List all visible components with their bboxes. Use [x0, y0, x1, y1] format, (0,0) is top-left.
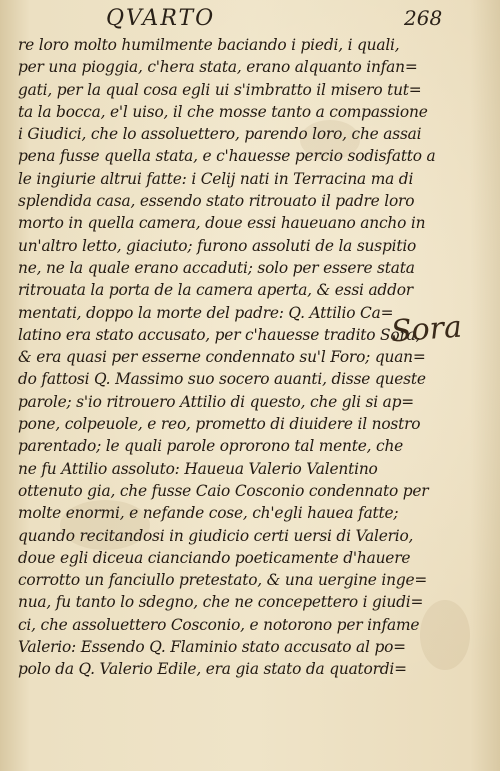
- text-line: corrotto un fanciullo pretestato, & una uergine inge=: [18, 571, 428, 590]
- text-line: doue egli diceua cianciando poeticamente d'hauere: [18, 548, 411, 567]
- text-line: re loro molto humilmente baciando i piedi, i quali,: [18, 36, 400, 54]
- text-line: parentado; le quali parole oprorono tal mente, che: [18, 437, 404, 456]
- text-line: nua, fu tanto lo sdegno, che ne concepettero i giudi=: [18, 593, 424, 612]
- text-line: parole; s'io ritrouero Attilio di questo, che gli si ap=: [18, 392, 414, 411]
- text-line: polo da Q. Valerio Edile, era gia stato da quatordi=: [18, 660, 407, 679]
- text-line: ritrouata la porta de la camera aperta, & essi addor: [18, 281, 413, 300]
- text-line: ne fu Attilio assoluto: Haueua Valerio Valentino: [18, 459, 378, 478]
- text-line: Valerio: Essendo Q. Flaminio stato accusato al po=: [18, 638, 406, 657]
- text-line: le ingiurie altrui fatte: i Celij nati in Terracina ma di: [18, 169, 414, 188]
- page-number: 268: [404, 6, 443, 30]
- text-line: per una pioggia, c'hera stata, erano alquanto infan=: [18, 58, 418, 77]
- text-line: un'altro letto, giaciuto; furono assoluti de la suspitio: [18, 236, 417, 255]
- text-line: ta la bocca, e'l uiso, il che mosse tanto a compassione: [18, 102, 428, 121]
- text-line: molte enormi, e nefande cose, ch'egli hauea fatte;: [18, 504, 399, 523]
- margin-annotation: Sora: [389, 309, 463, 350]
- text-line: & era quasi per esserne condennato su'l Foro; quan=: [18, 348, 426, 367]
- running-head: QVARTO: [106, 6, 216, 31]
- text-line: latino era stato accusato, per c'hauesse tradito Sora,: [18, 325, 421, 344]
- page-header: [0, 6, 500, 32]
- text-line: ci, che assoluettero Cosconio, e notorono per infame: [18, 615, 420, 634]
- text-line: quando recitandosi in giudicio certi uersi di Valerio,: [18, 526, 414, 545]
- text-line: mentati, doppo la morte del padre: Q. Attilio Ca=: [18, 303, 394, 322]
- text-line: pone, colpeuole, e reo, prometto di diuidere il nostro: [18, 415, 421, 434]
- text-line: ne, ne la quale erano accaduti; solo per essere stata: [18, 258, 415, 277]
- text-line: pena fusse quella stata, e c'hauesse percio sodisfatto a: [18, 147, 436, 166]
- text-line: morto in quella camera, doue essi haueuano ancho in: [18, 214, 426, 233]
- text-line: ottenuto gia, che fusse Caio Cosconio condennato per: [18, 481, 429, 500]
- text-line: i Giudici, che lo assoluettero, parendo loro, che assai: [18, 125, 422, 144]
- text-line: splendida casa, essendo stato ritrouato il padre loro: [18, 192, 415, 211]
- text-line: gati, per la qual cosa egli ui s'imbratto il misero tut=: [18, 80, 422, 99]
- text-line: do fattosi Q. Massimo suo socero auanti, disse queste: [18, 370, 426, 389]
- paper-stain: [420, 600, 470, 670]
- body-text: [18, 34, 436, 681]
